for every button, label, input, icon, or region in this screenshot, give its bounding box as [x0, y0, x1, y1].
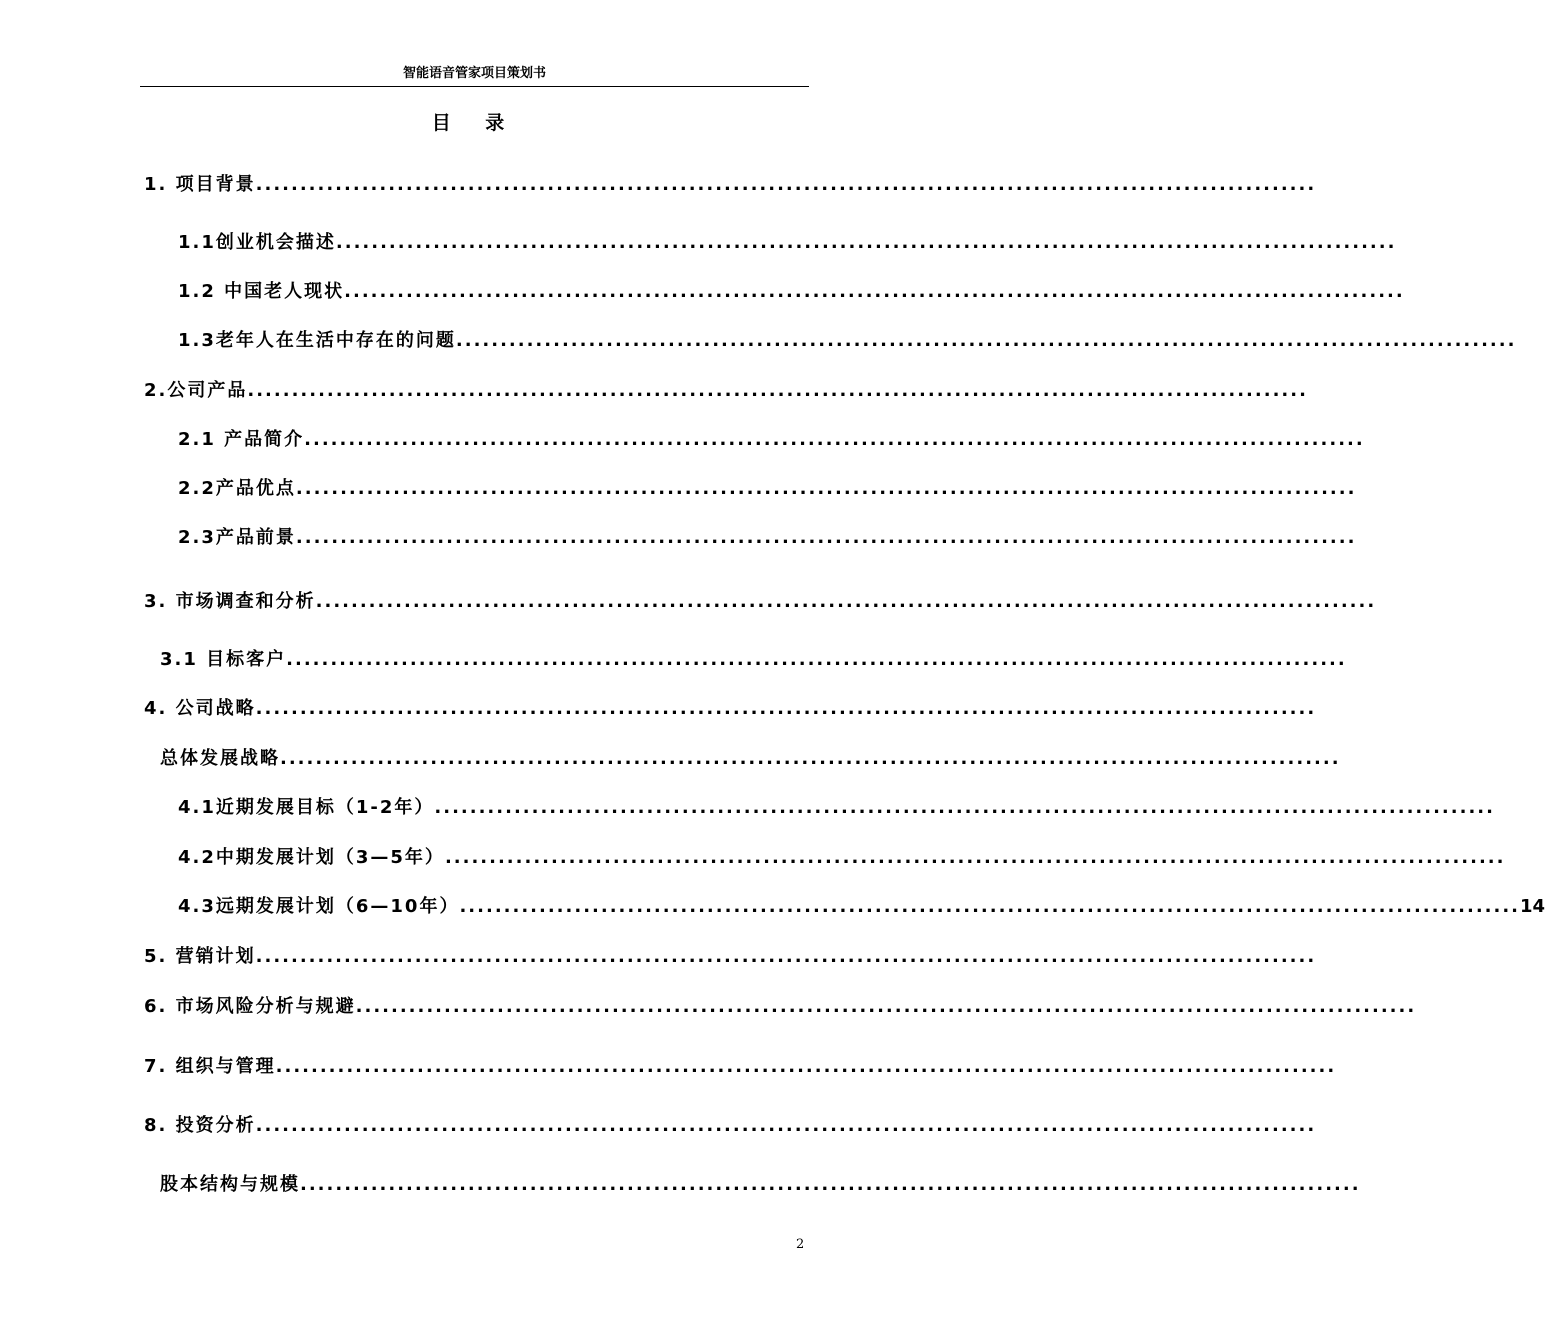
toc-entry-label: 1.3老年人在生活中存在的问题 [178, 330, 456, 351]
toc-entry[interactable] [178, 892, 1545, 918]
toc-entry-label: 4.2中期发展计划（3—5年） [178, 847, 445, 868]
toc-leader: ........................................................................................................................ [304, 429, 1365, 450]
toc-entry[interactable] [144, 942, 1317, 968]
toc-entry-label: 8. 投资分析 [144, 1115, 256, 1136]
toc-entry[interactable] [178, 793, 1495, 819]
toc-entry-label: 1.1创业机会描述 [178, 232, 336, 253]
toc-leader: ........................................................................................................................ [255, 174, 1317, 195]
toc-entry[interactable] [160, 1170, 1361, 1196]
toc-entry[interactable] [144, 170, 1317, 196]
toc-entry-label: 2.2产品优点 [178, 478, 296, 499]
toc-entry-label: 总体发展战略 [160, 748, 280, 769]
toc-entry[interactable] [160, 744, 1341, 770]
toc-entry-label: 2.公司产品 [144, 380, 248, 401]
toc-entry[interactable] [144, 1052, 1337, 1078]
toc-leader: ........................................................................................................................ [300, 1174, 1361, 1195]
toc-entry-label: 4.3远期发展计划（6—10年） [178, 896, 460, 917]
toc-leader: ........................................................................................................................ [255, 1115, 1317, 1136]
toc-entry-label: 1. 项目背景 [144, 174, 256, 195]
toc-leader: ........................................................................................................................ [255, 698, 1317, 719]
toc-entry-label: 5. 营销计划 [144, 946, 256, 967]
toc-entry[interactable] [144, 1111, 1317, 1137]
toc-entry[interactable] [178, 326, 1517, 352]
toc-entry-label: 4.1近期发展目标（1-2年） [178, 797, 435, 818]
toc-entry[interactable] [160, 645, 1347, 671]
toc-leader: ........................................................................................................................ [344, 281, 1405, 302]
toc-entry[interactable] [178, 523, 1357, 549]
toc-entry[interactable] [144, 992, 1417, 1018]
toc-entry[interactable] [178, 425, 1365, 451]
toc-entry-label: 1.2 中国老人现状 [178, 281, 345, 302]
toc-entry-label: 7. 组织与管理 [144, 1056, 276, 1077]
toc-entry-label: 3.1 目标客户 [160, 649, 287, 670]
toc-entry[interactable] [144, 587, 1377, 613]
toc-entry-label: 2.3产品前景 [178, 527, 296, 548]
toc-leader: ........................................................................................................................ [444, 847, 1506, 868]
toc-title: 目 录 [431, 112, 519, 134]
toc-entry-label: 3. 市场调查和分析 [144, 591, 316, 612]
page-header: 智能语音管家项目策划书 [140, 64, 809, 87]
toc-entry-label: 6. 市场风险分析与规避 [144, 996, 356, 1017]
toc-leader: ........................................................................................................................ [295, 527, 1357, 548]
toc-entry-label: 2.1 产品简介 [178, 429, 305, 450]
toc-leader: ........................................................................................................................ [335, 232, 1397, 253]
toc-leader: ........................................................................................................................ [275, 1056, 1337, 1077]
toc-leader: ........................................................................................................................ [255, 946, 1317, 967]
toc-entry[interactable] [178, 277, 1405, 303]
toc-entry[interactable] [178, 843, 1506, 869]
toc-entry-label: 股本结构与规模 [160, 1174, 300, 1195]
toc-entry-label: 4. 公司战略 [144, 698, 256, 719]
toc-leader: ........................................................................................................................ [434, 797, 1495, 818]
toc-leader: ........................................................................................................................ [315, 591, 1377, 612]
page-number: 2 [796, 1237, 805, 1252]
toc-leader: ........................................................................................................................ [455, 330, 1517, 351]
toc-leader: ........................................................................................................................ [247, 380, 1308, 401]
toc-entry[interactable] [178, 474, 1357, 500]
toc-entry-page: 14 [1520, 896, 1545, 917]
toc-entry[interactable] [178, 228, 1397, 254]
toc-entry[interactable] [144, 376, 1308, 402]
toc-leader: ........................................................................................................................ [280, 748, 1341, 769]
toc-leader: ........................................................................................................................ [459, 896, 1521, 917]
toc-leader: ........................................................................................................................ [295, 478, 1357, 499]
toc-entry[interactable] [144, 694, 1317, 720]
toc-leader: ........................................................................................................................ [355, 996, 1417, 1017]
toc-leader: ........................................................................................................................ [286, 649, 1347, 670]
